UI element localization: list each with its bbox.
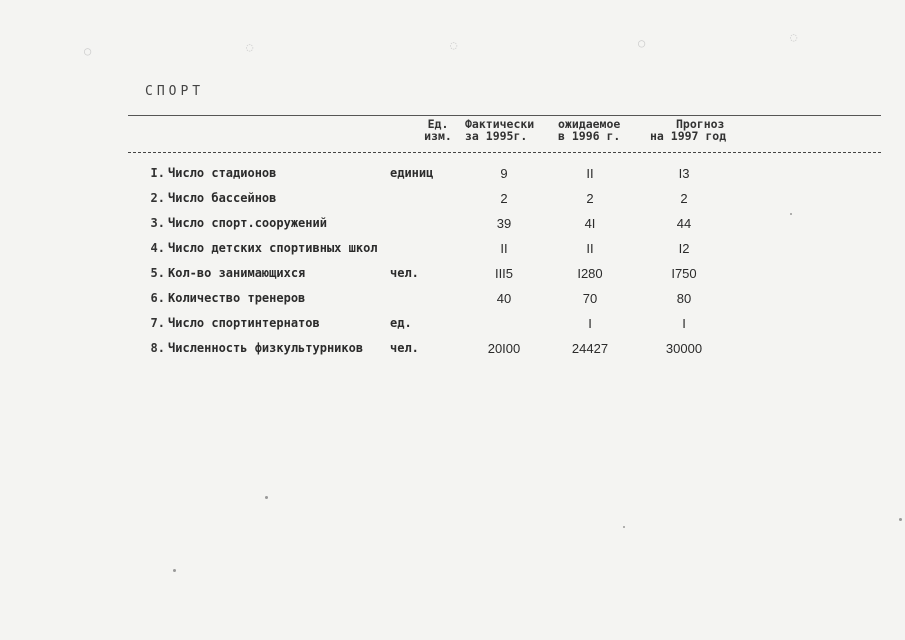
scan-mark: ○ <box>84 44 92 58</box>
table-row <box>0 216 905 232</box>
scan-speck <box>173 569 176 572</box>
table-row <box>0 341 905 357</box>
row-forecast-value: 2 <box>680 191 688 206</box>
row-forecast-value: I <box>682 316 686 331</box>
table-row <box>0 191 905 207</box>
table-row <box>0 166 905 182</box>
scan-speck <box>790 213 792 215</box>
column-header-expected: ожидаемое в 1996 г. <box>558 117 621 143</box>
row-expected-value: II <box>586 241 594 256</box>
table-row <box>0 316 905 332</box>
header-top-rule <box>128 115 881 116</box>
row-fact-value: II <box>500 241 508 256</box>
row-unit: ед. <box>390 316 412 330</box>
row-forecast-value: 30000 <box>665 341 703 356</box>
column-header-forecast: Прогноз на 1997 год <box>650 117 727 143</box>
page-title: СПОРТ <box>145 84 205 99</box>
row-expected-value: I <box>588 316 592 331</box>
row-expected-value: 4I <box>584 216 596 231</box>
scan-speck <box>899 518 902 521</box>
row-number: 7. <box>150 316 165 330</box>
row-unit: единиц <box>390 166 434 180</box>
row-unit: чел. <box>390 341 419 355</box>
table-row <box>0 266 905 282</box>
row-number: 8. <box>150 341 165 355</box>
row-label: Число бассейнов <box>168 191 277 205</box>
scan-speck <box>265 496 268 499</box>
row-label: Число стадионов <box>168 166 277 180</box>
row-fact-value: III5 <box>494 266 514 281</box>
row-forecast-value: 80 <box>676 291 692 306</box>
row-fact-value: 20I00 <box>487 341 521 356</box>
scan-mark: ◌ <box>790 30 798 44</box>
row-forecast-value: I750 <box>671 266 697 281</box>
row-number: 6. <box>150 291 165 305</box>
table-row <box>0 291 905 307</box>
row-label: Количество тренеров <box>168 291 306 305</box>
row-number: 2. <box>150 191 165 205</box>
row-fact-value: 2 <box>500 191 508 206</box>
row-label: Число спортинтернатов <box>168 316 320 330</box>
column-header-unit: Ед. изм. <box>424 117 452 143</box>
scan-mark: ○ <box>638 36 646 50</box>
header-bottom-rule <box>128 152 881 153</box>
row-label: Число детских спортивных школ <box>168 241 378 255</box>
row-number: 5. <box>150 266 165 280</box>
column-header-fact: Фактически за 1995г. <box>465 117 535 143</box>
row-expected-value: 2 <box>586 191 594 206</box>
row-fact-value: 40 <box>496 291 512 306</box>
row-fact-value: 39 <box>496 216 512 231</box>
row-label: Численность физкультурников <box>168 341 364 355</box>
scan-mark: ◌ <box>450 38 458 52</box>
row-unit: чел. <box>390 266 419 280</box>
row-label: Число спорт.сооружений <box>168 216 327 230</box>
row-forecast-value: I2 <box>678 241 690 256</box>
table-row <box>0 241 905 257</box>
row-number: 3. <box>150 216 165 230</box>
row-number: 4. <box>150 241 165 255</box>
row-expected-value: 70 <box>582 291 598 306</box>
row-expected-value: I280 <box>577 266 603 281</box>
row-forecast-value: 44 <box>676 216 692 231</box>
row-forecast-value: I3 <box>678 166 690 181</box>
scan-speck <box>623 526 625 528</box>
scan-mark: ◌ <box>246 40 254 54</box>
row-number: I. <box>150 166 165 180</box>
row-expected-value: II <box>586 166 594 181</box>
row-expected-value: 24427 <box>571 341 609 356</box>
row-fact-value: 9 <box>500 166 508 181</box>
row-label: Кол-во занимающихся <box>168 266 306 280</box>
